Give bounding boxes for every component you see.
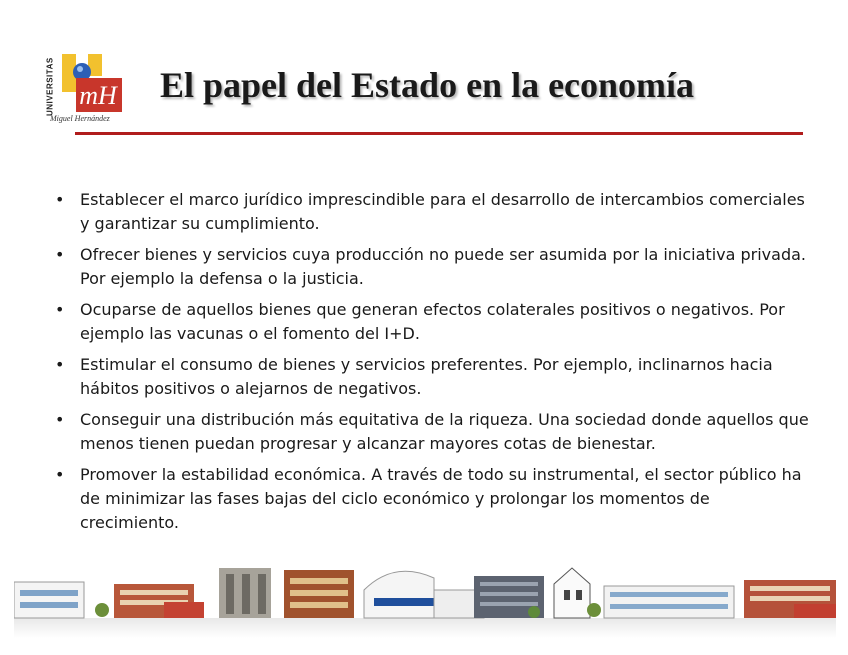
logo-mark-icon: [58, 52, 124, 114]
list-item-text: Promover la estabilidad económica. A través de todo su instrumental, el sector público ha de minimizar las fases bajas del ciclo económico y prolongar los momentos de crecimiento.: [80, 465, 802, 532]
list-item-text: Establecer el marco jurídico imprescindible para el desarrollo de intercambios comerciales y garantizar su cumplimiento.: [80, 190, 805, 233]
bullet-icon: •: [55, 410, 65, 429]
list-item: [52, 298, 812, 346]
bullet-icon: •: [55, 300, 65, 319]
list-item-text: Estimular el consumo de bienes y servicios preferentes. Por ejemplo, inclinarnos hacia hábitos positivos o alejarnos de negativos.: [80, 355, 773, 398]
bullet-icon: •: [55, 355, 65, 374]
list-item: [52, 408, 812, 456]
logo-monogram: mH: [79, 81, 117, 110]
bullet-list: [52, 188, 812, 542]
list-item-text: Ocuparse de aquellos bienes que generan efectos colaterales positivos o negativos. Por ejemplo las vacunas o el fomento del I+D.: [80, 300, 785, 343]
logo-caption: Miguel Hernández: [50, 114, 110, 123]
logo-vertical-text: UNIVERSITAS: [45, 57, 55, 117]
title-divider: [75, 132, 803, 135]
list-item: [52, 243, 812, 291]
list-item: [52, 463, 812, 535]
campus-buildings-icon: [14, 560, 836, 638]
bullet-icon: •: [55, 465, 65, 484]
list-item-text: Conseguir una distribución más equitativa de la riqueza. Una sociedad donde aquellos que menos tienen puedan progresar y alcanzar mayores cotas de bienestar.: [80, 410, 809, 453]
bullet-icon: •: [55, 245, 65, 264]
university-logo: [44, 52, 124, 128]
list-item: [52, 353, 812, 401]
list-item: [52, 188, 812, 236]
page-title: El papel del Estado en la economía: [160, 65, 695, 105]
bullet-icon: •: [55, 190, 65, 209]
list-item-text: Ofrecer bienes y servicios cuya producción no puede ser asumida por la iniciativa privada. Por ejemplo la defensa o la justicia.: [80, 245, 806, 288]
